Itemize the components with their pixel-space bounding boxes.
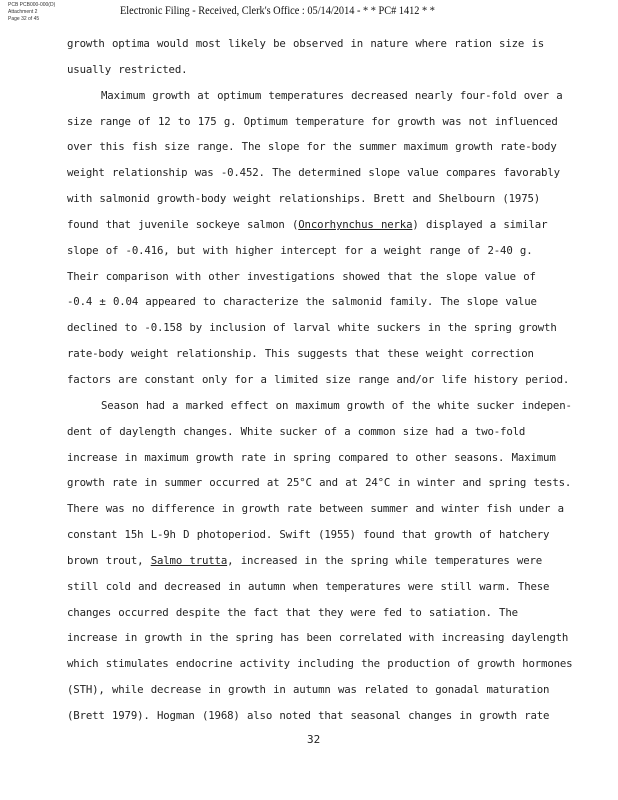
text-line: size range of 12 to 175 g. Optimum temperature for growth was not influenced bbox=[67, 114, 558, 128]
species-name: Salmo trutta bbox=[150, 553, 228, 567]
text-line: Their comparison with other investigations showed that the slope value of bbox=[67, 269, 536, 283]
stamp-line: Page 32 of 45 bbox=[8, 16, 40, 22]
stamp-line: PCB PCB000-000(D) bbox=[8, 2, 56, 8]
bates-stamp bbox=[8, 2, 78, 23]
text-line: slope of -0.416, but with higher intercept for a weight range of 2-40 g. bbox=[67, 243, 533, 257]
text-segment: found that juvenile sockeye salmon ( bbox=[67, 217, 299, 231]
text-line: (STH), while decrease in growth in autumn was related to gonadal maturation bbox=[67, 683, 550, 697]
text-segment: brown trout, bbox=[67, 553, 151, 567]
text-segment: , increased in the spring while temperatures were bbox=[227, 553, 543, 567]
filing-header: Electronic Filing - Received, Clerk's Office : 05/14/2014 - * * PC# 1412 * * bbox=[120, 3, 435, 17]
text-line: growth optima would most likely be observed in nature where ration size is bbox=[67, 37, 545, 50]
text-line: increase in growth in the spring has been correlated with increasing daylength bbox=[67, 631, 569, 645]
text-line: (Brett 1979). Hogman (1968) also noted that seasonal changes in growth rate bbox=[67, 708, 550, 722]
document-body bbox=[67, 37, 573, 735]
page-number: 32 bbox=[307, 733, 321, 746]
text-line: dent of daylength changes. White sucker of a common size had a two-fold bbox=[67, 424, 526, 438]
text-line: over this fish size range. The slope for the summer maximum growth rate-body bbox=[67, 140, 557, 154]
text-line: factors are constant only for a limited size range and/or life history period. bbox=[67, 372, 570, 386]
text-line bbox=[67, 218, 567, 244]
text-line: There was no difference in growth rate between summer and winter fish under a bbox=[67, 502, 564, 516]
text-line: declined to -0.158 by inclusion of larval white suckers in the spring growth bbox=[67, 321, 557, 335]
text-line: Maximum growth at optimum temperatures decreased nearly four-fold over a bbox=[101, 88, 563, 102]
stamp-line: Attachment 2 bbox=[8, 9, 38, 15]
text-line bbox=[67, 554, 567, 580]
text-segment: ) displayed a similar bbox=[412, 217, 548, 231]
text-line: Season had a marked effect on maximum growth of the white sucker indepen- bbox=[101, 398, 572, 412]
text-line: still cold and decreased in autumn when temperatures were still warm. These bbox=[67, 579, 550, 593]
species-name: Oncorhynchus nerka bbox=[298, 217, 413, 231]
text-line: with salmonid growth-body weight relationships. Brett and Shelbourn (1975) bbox=[67, 192, 541, 206]
text-line: changes occurred despite the fact that they were fed to satiation. The bbox=[67, 605, 518, 619]
text-line: rate-body weight relationship. This suggests that these weight correction bbox=[67, 347, 534, 361]
text-line: growth rate in summer occurred at 25°C and at 24°C in winter and spring tests. bbox=[67, 476, 572, 490]
text-line: usually restricted. bbox=[67, 62, 188, 76]
text-line: increase in maximum growth rate in spring compared to other seasons. Maximum bbox=[67, 450, 556, 464]
text-line: constant 15h L-9h D photoperiod. Swift (1955) found that growth of hatchery bbox=[67, 528, 550, 542]
text-line: -0.4 ± 0.04 appeared to characterize the salmonid family. The slope value bbox=[67, 295, 537, 309]
text-line: which stimulates endocrine activity including the production of growth hormones bbox=[67, 657, 573, 671]
text-line: weight relationship was -0.452. The determined slope value compares favorably bbox=[67, 166, 560, 180]
